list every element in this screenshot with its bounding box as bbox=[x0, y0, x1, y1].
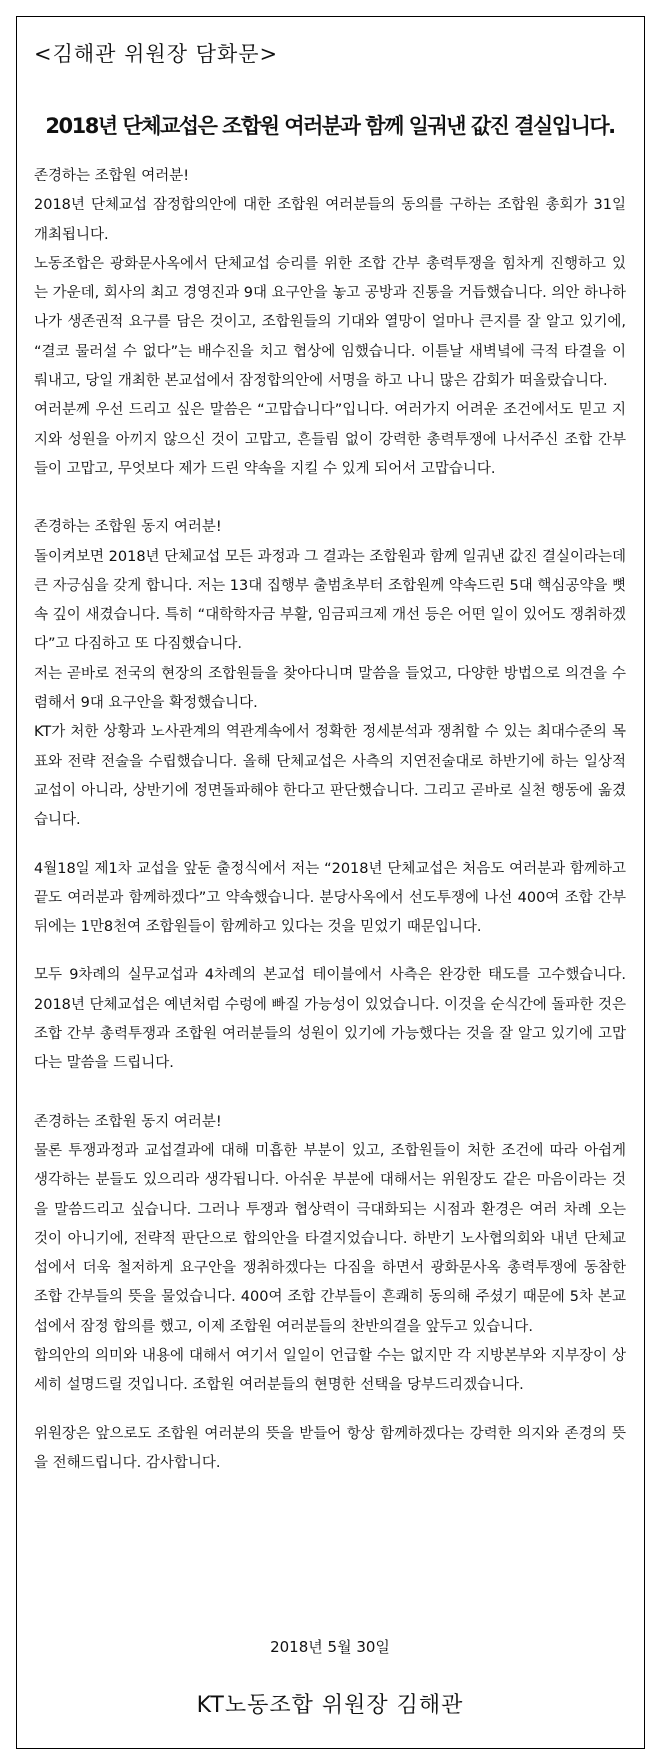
greeting: 존경하는 조합원 동지 여러분! bbox=[34, 519, 222, 536]
signature: KT노동조합 위원장 김해관 bbox=[196, 1693, 464, 1718]
paragraph: 모두 9차례의 실무교섭과 4차례의 본교섭 테이블에서 사측은 완강한 태도를 고수했습니다. 2018년 단체교섭은 예년처럼 수렁에 빠질 가능성이 있었습니다. 이것을 순식간에 돌파한 것은 조합 간부 총력투쟁과 조합원 여러분들의 성원이 있기에 가능했다는 것을 잘 알고 있기에 고맙다는 말씀을 드립니다. bbox=[34, 967, 626, 1072]
document-title: <김해관 위원장 담화문> bbox=[34, 42, 279, 66]
paragraph: 4월18일 제1차 교섭을 앞둔 출정식에서 저는 “2018년 단체교섭은 처음도 여러분과 함께하고 끝도 여러분과 함께하겠다”고 약속했습니다. 분당사옥에서 선도투쟁에 나선 400여 조합 간부 뒤에는 1만8천여 조합원들이 함께하고 있다는 것을 믿었기 때문입니다. bbox=[34, 860, 626, 936]
headline: 2018년 단체교섭은 조합원 여러분과 함께 일궈낸 값진 결실입니다. bbox=[45, 114, 615, 138]
paragraph: 2018년 단체교섭 잠정합의안에 대한 조합원 여러분들의 동의를 구하는 조합원 총회가 31일 개최됩니다. bbox=[34, 197, 626, 243]
paragraph: KT가 처한 상황과 노사관계의 역관계속에서 정확한 정세분석과 쟁취할 수 있는 최대수준의 목표와 전략 전술을 수립했습니다. 올해 단체교섭은 사측의 지연전술대로 하반기에 하는 일상적 교섭이 아니라, 상반기에 정면돌파해야 한다고 판단했습니다. 그리고 곧바로 실천 행동에 옮겼습니다. bbox=[34, 724, 626, 829]
greeting: 존경하는 조합원 여러분! bbox=[34, 168, 190, 184]
paragraph: 돌이켜보면 2018년 단체교섭 모든 과정과 그 결과는 조합원과 함께 일궈낸 값진 결실이라는데 큰 자긍심을 갖게 합니다. 저는 13대 집행부 출범초부터 조합원께 약속드린 5대 핵심공약을 뼛속 깊이 새겼습니다. 특히 “대학학자금 부활, 임금피크제 개선 등은 어떤 일이 있어도 쟁취하겠다”고 다짐하고 또 다짐했습니다. bbox=[34, 548, 626, 653]
paragraph: 위원장은 앞으로도 조합원 여러분의 뜻을 받들어 항상 함께하겠다는 강력한 의지와 존경의 뜻을 전해드립니다. 감사합니다. bbox=[34, 1425, 626, 1471]
document-date: 2018년 5월 30일 bbox=[270, 1638, 390, 1656]
paragraph: 합의안의 의미와 내용에 대해서 여기서 일일이 언급할 수는 없지만 각 지방본부와 지부장이 상세히 설명드릴 것입니다. 조합원 여러분들의 현명한 선택을 당부드리겠습니다. bbox=[34, 1347, 626, 1394]
paragraph: 노동조합은 광화문사옥에서 단체교섭 승리를 위한 조합 간부 총력투쟁을 힘차게 진행하고 있는 가운데, 회사의 최고 경영진과 9대 요구안을 놓고 공방과 진통을 거듭했습니다. 의안 하나하나가 생존권적 요구를 담은 것이고, 조합원들의 기대와 열망이 얼마나 큰지를 잘 알고 있기에, “결코 물러설 수 없다”는 배수진을 치고 협상에 임했습니다. 이튿날 새벽녘에 극적 타결을 이뤄내고, 당일 개최한 본교섭에서 잠정합의안에 서명을 하고 나니 많은 감회가 떠올랐습니다. bbox=[34, 255, 627, 390]
paragraph: 물론 투쟁과정과 교섭결과에 대해 미흡한 부분이 있고, 조합원들이 처한 조건에 따라 아쉽게 생각하는 분들도 있으리라 생각됩니다. 아쉬운 부분에 대해서는 위원장도 같은 마음이라는 것을 말씀드리고 싶습니다. 그러나 투쟁과 협상력이 극대화되는 시점과 환경은 여러 차례 오는 것이 아니기에, 전략적 판단으로 합의안을 타결지었습니다. 하반기 노사협의회와 내년 단체교섭에서 더욱 철저하게 요구안을 쟁취하겠다는 다짐을 하면서 광화문사옥 총력투쟁에 동참한 조합 간부들의 뜻을 물었습니다. 400여 조합 간부들이 흔쾌히 동의해 주셨기 때문에 5차 본교섭에서 잠정 합의를 했고, 이제 조합원 여러분들의 찬반의결을 앞두고 있습니다. bbox=[34, 1142, 626, 1335]
document-body bbox=[34, 162, 626, 1478]
paragraph: 여러분께 우선 드리고 싶은 말씀은 “고맙습니다”입니다. 여러가지 어려운 조건에서도 믿고 지지와 성원을 아끼지 않으신 것이 고맙고, 흔들림 없이 강력한 총력투쟁에 나서주신 조합 간부들이 고맙고, 무엇보다 제가 드린 약속을 지킬 수 있게 되어서 고맙습니다. bbox=[34, 402, 626, 477]
paragraph: 저는 곧바로 전국의 현장의 조합원들을 찾아다니며 말씀을 들었고, 다양한 방법으로 의견을 수렴해서 9대 요구안을 확정했습니다. bbox=[34, 665, 626, 712]
greeting: 존경하는 조합원 동지 여러분! bbox=[34, 1113, 222, 1130]
